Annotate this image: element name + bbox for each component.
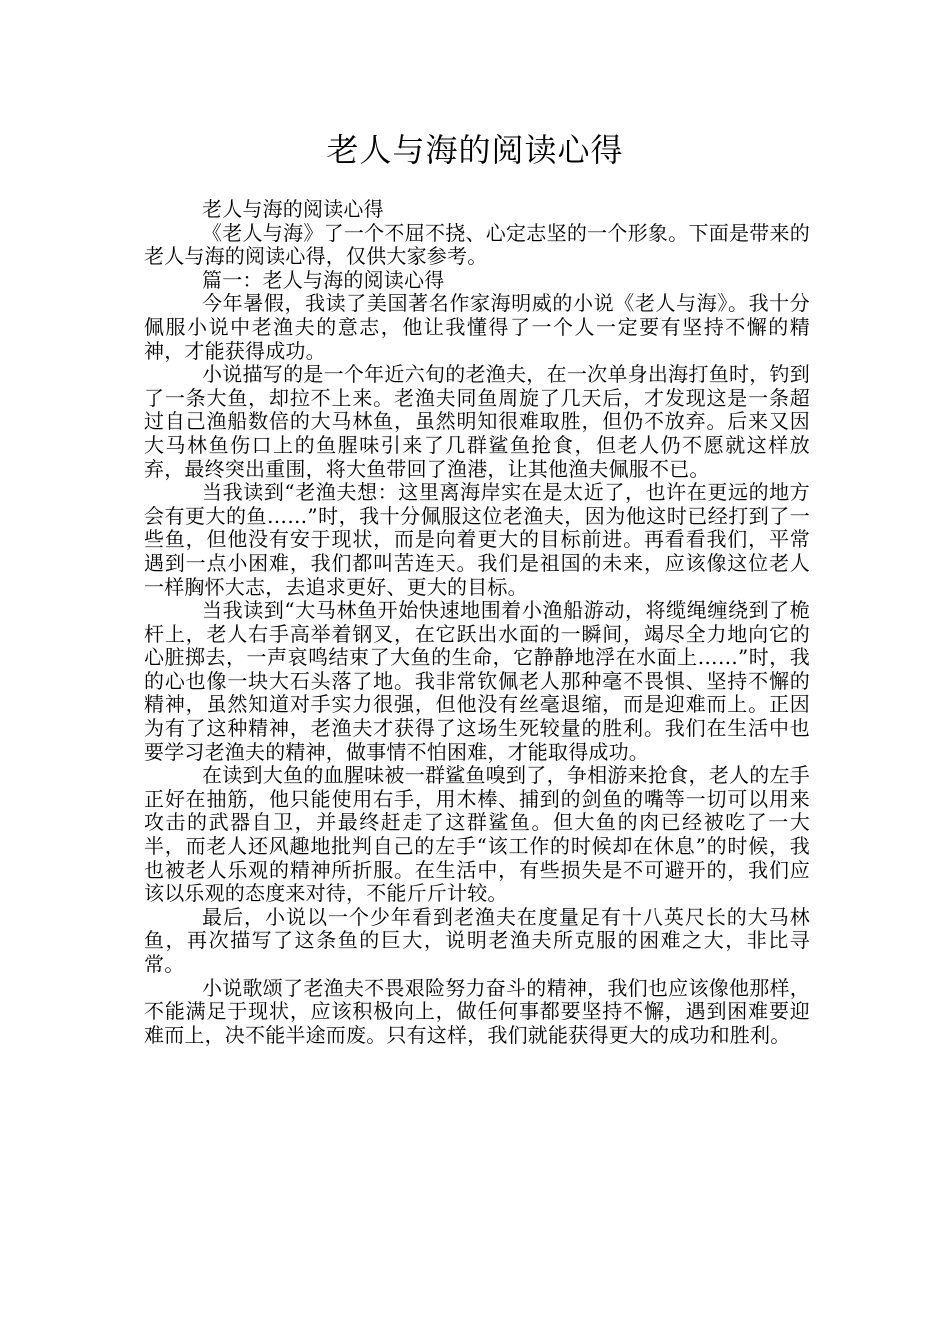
paragraph: 最后，小说以一个少年看到老渔夫在度量足有十八英尺长的大马林鱼，再次描写了这条鱼的巨大，说明老渔夫所克服的困难之大，非比寻常。: [144, 904, 810, 976]
paragraph: 小说描写的是一个年近六旬的老渔夫，在一次单身出海打鱼时，钓到了一条大鱼，却拉不上来。老渔夫同鱼周旋了几天后，才发现这是一条超过自己渔船数倍的大马林鱼，虽然明知很难取胜，但仍不放弃。后来又因大马林鱼伤口上的鱼腥味引来了几群鲨鱼抢食，但老人仍不愿就这样放弃，最终突出重围，将大鱼带回了渔港，让其他渔夫佩服不已。: [144, 362, 810, 481]
document-title: 老人与海的阅读心得: [326, 131, 624, 169]
paragraph: 今年暑假，我读了美国著名作家海明威的小说《老人与海》。我十分佩服小说中老渔夫的意志，他让我懂得了一个人一定要有坚持不懈的精神，才能获得成功。: [144, 291, 810, 363]
paragraph-intro: 《老人与海》了一个不屈不挠、心定志坚的一个形象。下面是带来的老人与海的阅读心得，仅供大家参考。: [144, 220, 810, 269]
paragraph: 当我读到“大马林鱼开始快速地围着小渔船游动，将缆绳缠绕到了桅杆上，老人右手高举着钢叉，在它跃出水面的一瞬间，竭尽全力地向它的心脏掷去，一声哀鸣结束了大鱼的生命，它静静地浮在水面上……”时，我的心也像一块大石头落了地。我非常钦佩老人那种毫不畏惧、坚持不懈的精神，虽然知道对手实力很强，但他没有丝毫退缩，而是迎难而上。正因为有了这种精神，老渔夫才获得了这场生死较量的胜利。我们在生活中也要学习老渔夫的精神，做事情不怕困难，才能取得成功。: [144, 598, 810, 764]
paragraph-heading-repeat: 老人与海的阅读心得: [202, 197, 384, 221]
document-body: [144, 198, 810, 1047]
paragraph: 在读到大鱼的血腥味被一群鲨鱼嗅到了，争相游来抢食，老人的左手正好在抽筋，他只能使用右手，用木棒、捕到的剑鱼的嘴等一切可以用来攻击的武器自卫，并最终赶走了这群鲨鱼。但大鱼的肉已经被吃了一大半，而老人还风趣地批判自己的左手“该工作的时候却在休息”的时候，我也被老人乐观的精神所折服。在生活中，有些损失是不可避开的，我们应该以乐观的态度来对待，不能斤斤计较。: [144, 763, 810, 906]
paragraph-conclusion: 小说歌颂了老渔夫不畏艰险努力奋斗的精神，我们也应该像他那样，不能满足于现状，应该积极向上，做任何事都要坚持不懈，遇到困难要迎难而上，决不能半途而废。只有这样，我们就能获得更大的成功和胜利。: [144, 975, 810, 1047]
paragraph-section-title: 篇一：老人与海的阅读心得: [202, 267, 445, 292]
paragraph: 当我读到“老渔夫想：这里离海岸实在是太近了，也许在更远的地方会有更大的鱼……”时，我十分佩服这位老渔夫，因为他这时已经打到了一些鱼，但他没有安于现状，而是向着更大的目标前进。再看看我们，平常遇到一点小困难，我们都叫苦连天。我们是祖国的未来，应该像这位老人一样胸怀大志，去追求更好、更大的目标。: [144, 480, 810, 599]
